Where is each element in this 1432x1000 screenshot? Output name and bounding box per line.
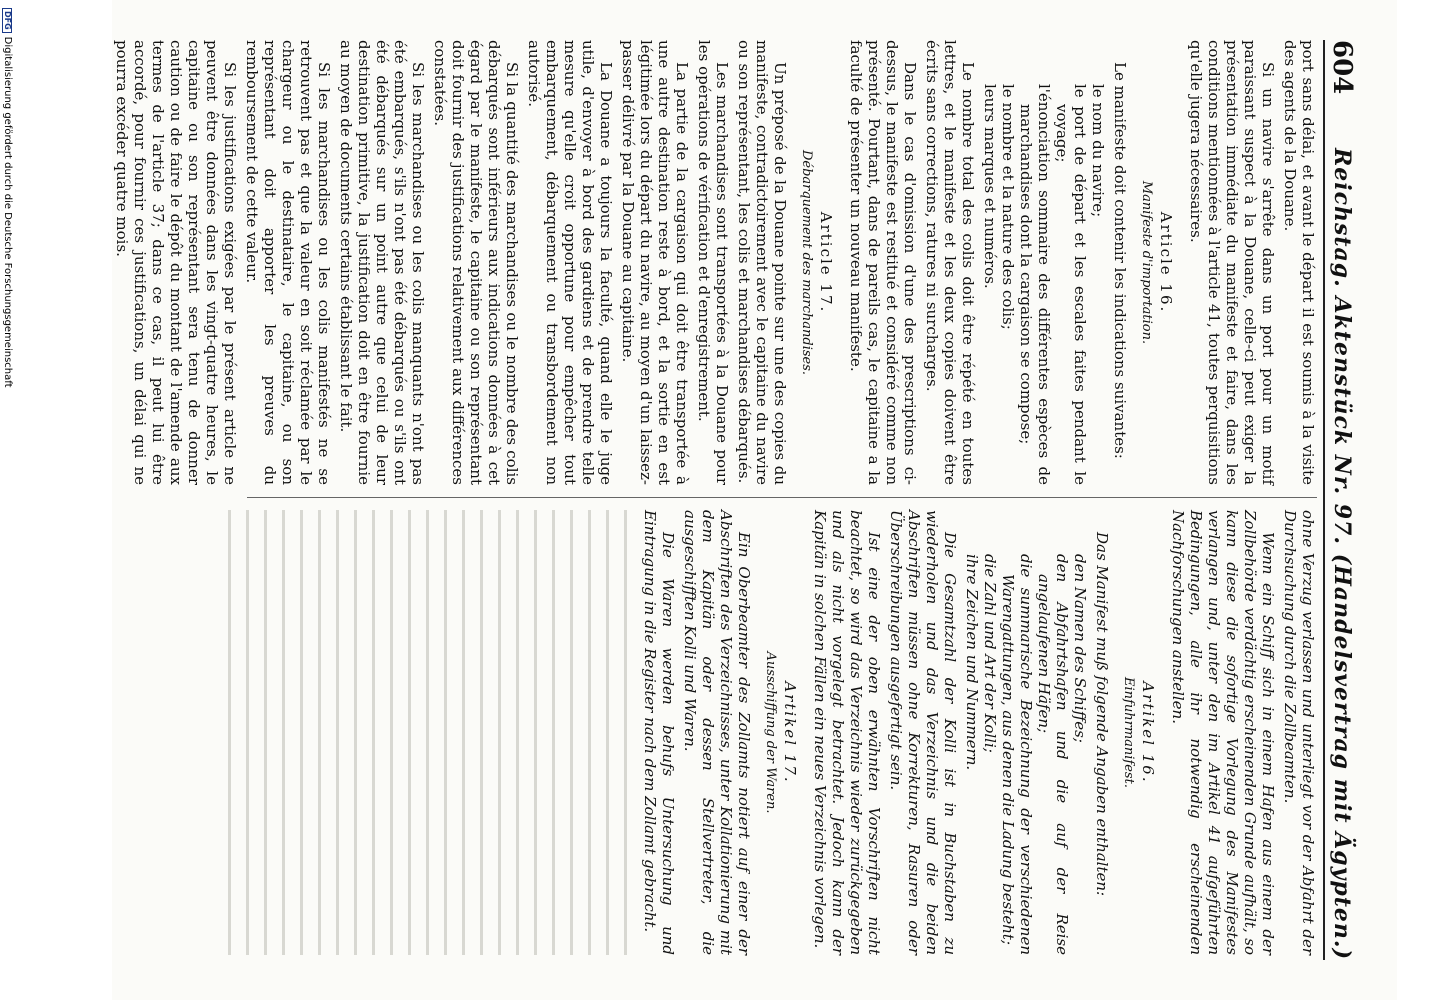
article-subheading: Manifeste d'importation.	[1139, 180, 1154, 345]
article-heading: Article 16.	[1157, 211, 1175, 314]
paragraph: Si les justifications exigées par le présent article ne peuvent être données dans les vingt-quatre heures, le capitaine ou son représentant sera tenu de donner caution ou de faire le dépôt du montant de l'amende aux termes de l'article 37; dans ce cas, il peut lui être accordé, pour fournir ces justifications, un délai qui ne pourra excéder quatre mois.	[113, 40, 239, 485]
paragraph: Le manifeste doit contenir les indications suivantes:	[1111, 62, 1129, 459]
french-column	[113, 40, 1317, 485]
article-heading: Artikel 16.	[1139, 681, 1157, 784]
list-item: den Abfahrtshafen und die auf der Reise angelaufenen Häfen;	[1035, 554, 1071, 955]
paragraph: La partie de la cargaison qui doit être transportée à une autre destination reste à bord, et la sortie en est légitimée lors du départ du navire, au moyen d'un laissez-passer délivré par la Douane au capitaine.	[619, 40, 691, 485]
paragraph: Wenn ein Schiff sich in einem Hafen aus einem der Zollbehörde verdächtig erscheinenden Grunde aufhält, so kann diese die sofortige Vorlegung des Manifestes verlangen und, unter den im Artikel 41 aufgeführten Bedingungen, alle ihr notwendig erscheinenden Nachforschungen anstellen.	[1169, 510, 1277, 955]
list-item: le nombre et la nature des colis;	[999, 84, 1017, 330]
paragraph: Ein Oberbeamter des Zollamts notiert auf einer der Abschriften des Verzeichnisses, unter Kollationierung mit dem Kapitän oder dessen Stellvertreter, die ausgeschifften Kolli und Waren.	[681, 510, 753, 955]
list-item: die summarische Bezeichnung der verschiedenen Warengattungen, aus denen die Ladung besteht;	[999, 554, 1035, 955]
article-heading: Article 17.	[817, 211, 835, 314]
paragraph: Die Gesamtzahl der Kolli ist in Buchstaben zu wiederholen und das Verzeichnis und die beiden Abschriften müssen ohne Korrekturen, Rasuren oder Überschreibungen ausgefertigt sein.	[887, 510, 959, 955]
illegible-text-block	[215, 510, 635, 955]
list-item: le nom du navire;	[1089, 84, 1107, 218]
running-header	[1325, 40, 1359, 960]
column-divider	[247, 497, 1317, 498]
article-heading: Artikel 17.	[781, 681, 799, 784]
list-item: die Zahl und Art der Kolli;	[981, 554, 999, 753]
list-item: den Namen des Schiffes;	[1071, 554, 1089, 743]
paragraph: Si les marchandises ou les colis manquants n'ont pas été embarqués, s'ils n'ont pas été débarqués ou s'ils ont été débarqués sur un point autre que celui de leur destination primitive, la justification doit en être fournie au moyen de documents certains établissant le fait.	[337, 40, 427, 485]
paragraph: Si la quantité des marchandises ou le nombre des colis débarqués sont inférieurs aux indications données à cet égard par le manifeste, le capitaine ou son représentant doit fournir des justifications relativement aux différences constatées.	[431, 40, 521, 485]
paragraph: ohne Verzug verlassen und unterliegt vor der Abfahrt der Durchsuchung durch die Zollbeamten.	[1281, 510, 1317, 955]
paragraph: Le nombre total des colis doit être répété en toutes lettres, et le manifeste et les deux copies doivent être écrits sans corrections, ratures ni surcharges.	[923, 40, 977, 485]
page-number: 604	[1327, 40, 1357, 95]
paragraph: Un préposé de la Douane pointe sur une des copies du manifeste, contradictoirement avec le capitaine du navire ou son représentant, les colis et marchandises débarqués.	[735, 40, 789, 485]
paragraph: Dans le cas d'omission d'une des prescriptions ci-dessus, le manifeste est restitué et considéré comme non présenté. Pourtant, dans de pareils cas, le capitaine a la faculté de présenter un nouveau manifeste.	[847, 40, 919, 485]
paragraph: Si un navire s'arrête dans un port pour un motif paraissant suspect à la Douane, celle-ci peut exiger la présentation immédiate du manifeste et faire, dans les conditions mentionnées à l'article 41, toutes perquisitions qu'elle jugera nécessaires.	[1187, 40, 1277, 485]
digitization-footer	[2, 0, 12, 1000]
paragraph: La Douane a toujours la faculté, quand elle le juge utile, d'envoyer à bord des gardiens et de prendre telle mesure qu'elle croit opportune pour empêcher tout embarquement, débarquement ou transbordement non autorisé.	[525, 40, 615, 485]
scanned-page	[112, 0, 1397, 1000]
list	[981, 84, 1107, 485]
paragraph: Si les marchandises ou les colis manifestés ne se retrouvent pas et que la valeur en soit réclamée par le chargeur ou le destinataire, le capitaine, ou son représentant doit apporter les preuves du remboursement de cette valeur.	[243, 40, 333, 485]
list-item: le port de départ et les escales faites pendant le voyage;	[1053, 84, 1089, 485]
paragraph: Das Manifest muß folgende Angaben enthalten:	[1093, 532, 1111, 897]
article-subheading: Débarquement des marchandises.	[799, 149, 814, 376]
list-item: ihre Zeichen und Nummern.	[963, 554, 981, 771]
page-title: Reichstag. Aktenstück Nr. 97. (Handelsvertrag mit Ägypten.)	[1329, 147, 1355, 960]
paragraph: Die Waren werden behufs Untersuchung und Eintragung in die Register nach dem Zollamt gebracht.	[641, 510, 677, 955]
paragraph: Ist eine der oben erwähnten Vorschriften nicht beachtet, so wird das Verzeichnis wieder zurückgegeben und als nicht vorgelegt betrachtet. Jedoch kann der Kapitän in solchen Fällen ein neues Verzeichnis vorlegen.	[811, 510, 883, 955]
dfg-logo: DFG	[2, 8, 12, 33]
paragraph: Les marchandises sont transportées à la Douane pour les opérations de vérification et d'enregistrement.	[695, 40, 731, 485]
list	[963, 554, 1089, 955]
list-item: l'énonciation sommaire des différentes espèces de marchandises dont la cargaison se compose;	[1017, 84, 1053, 485]
header-rule	[1323, 40, 1325, 960]
article-subheading: Ausschiffung der Waren.	[763, 651, 778, 814]
paragraph: port sans délai, et avant le départ il est soumis à la visite des agents de la Douane.	[1281, 40, 1317, 485]
footer-text: Digitalisierung gefördert durch die Deutsche Forschungsgemeinschaft	[2, 36, 13, 388]
list-item: leurs marques et numéros.	[981, 84, 999, 289]
german-column	[247, 510, 1317, 955]
article-subheading: Einfuhrmanifest.	[1121, 677, 1136, 788]
